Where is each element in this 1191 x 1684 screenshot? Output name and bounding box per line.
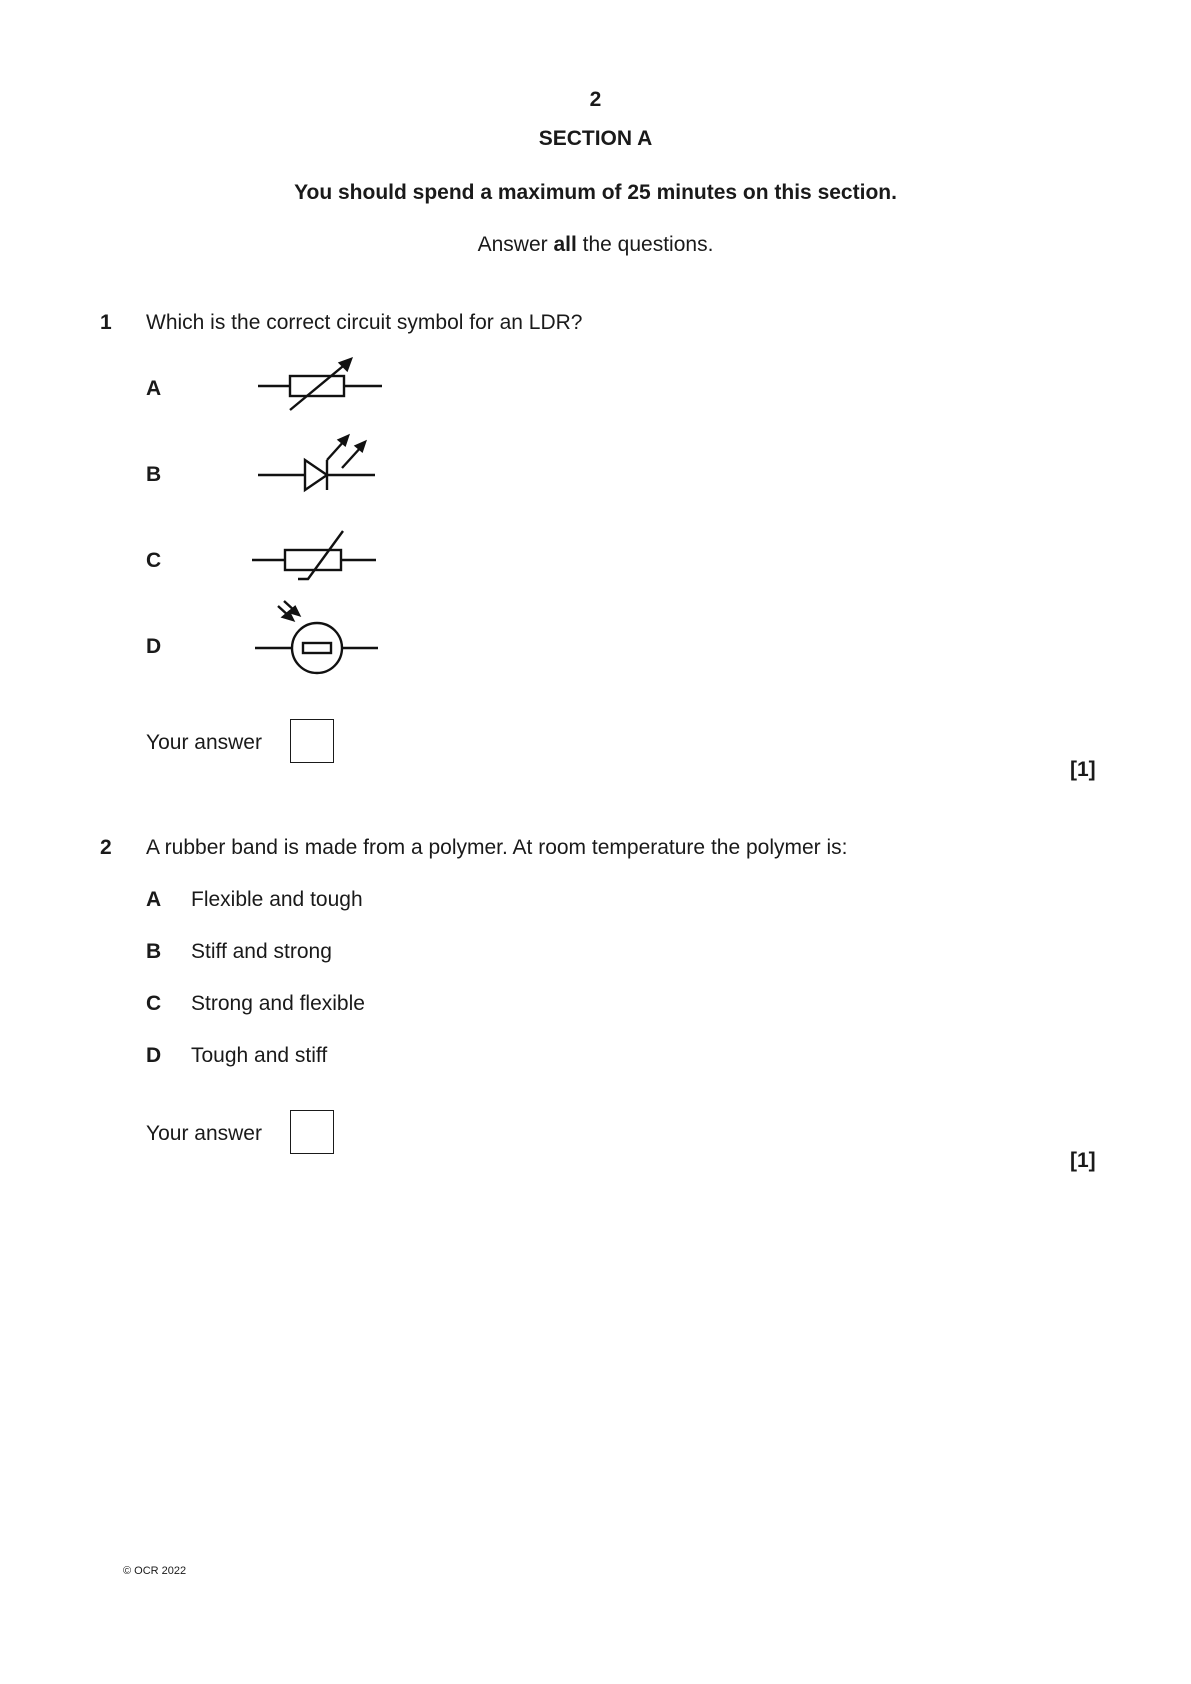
question-1-number: 1 [100,311,112,334]
q1-answer-label: Your answer [146,731,262,754]
q1-option-b-letter: B [146,463,162,486]
q2-option-b-text: Stiff and strong [191,940,332,963]
time-note: You should spend a maximum of 25 minutes on this section. [294,181,897,204]
q2-marks: [1] [1070,1149,1096,1172]
page-number: 2 [589,88,602,111]
q1-marks: [1] [1070,758,1096,781]
question-2-number: 2 [100,836,112,859]
copyright-footer: © OCR 2022 [123,1565,187,1577]
q2-answer-box[interactable] [290,1110,334,1154]
q2-answer-label: Your answer [146,1122,262,1145]
instruction-bold: all [553,233,577,256]
variable-resistor-icon [255,358,385,412]
q2-option-d-text: Tough and stiff [191,1044,328,1067]
section-title: SECTION A [538,127,653,150]
thermistor-icon [250,527,380,583]
q1-option-c-letter: C [146,549,162,572]
question-1-text: Which is the correct circuit symbol for an LDR? [146,311,583,334]
q1-option-a-letter: A [146,377,162,400]
q2-option-a-text: Flexible and tough [191,888,363,911]
q1-option-d-letter: D [146,635,162,658]
q2-option-a-letter: A [146,888,162,911]
instruction-suffix: the questions. [576,233,714,256]
question-2-text: A rubber band is made from a polymer. At room temperature the polymer is: [146,836,848,859]
q1-answer-box[interactable] [290,719,334,763]
q2-option-d-letter: D [146,1044,162,1067]
ldr-icon [253,604,383,676]
q2-option-c-letter: C [146,992,162,1015]
led-icon [255,428,385,498]
instruction [0,233,1191,257]
q2-option-b-letter: B [146,940,162,963]
instruction-prefix: Answer [477,233,554,256]
q2-option-c-text: Strong and flexible [191,992,365,1015]
